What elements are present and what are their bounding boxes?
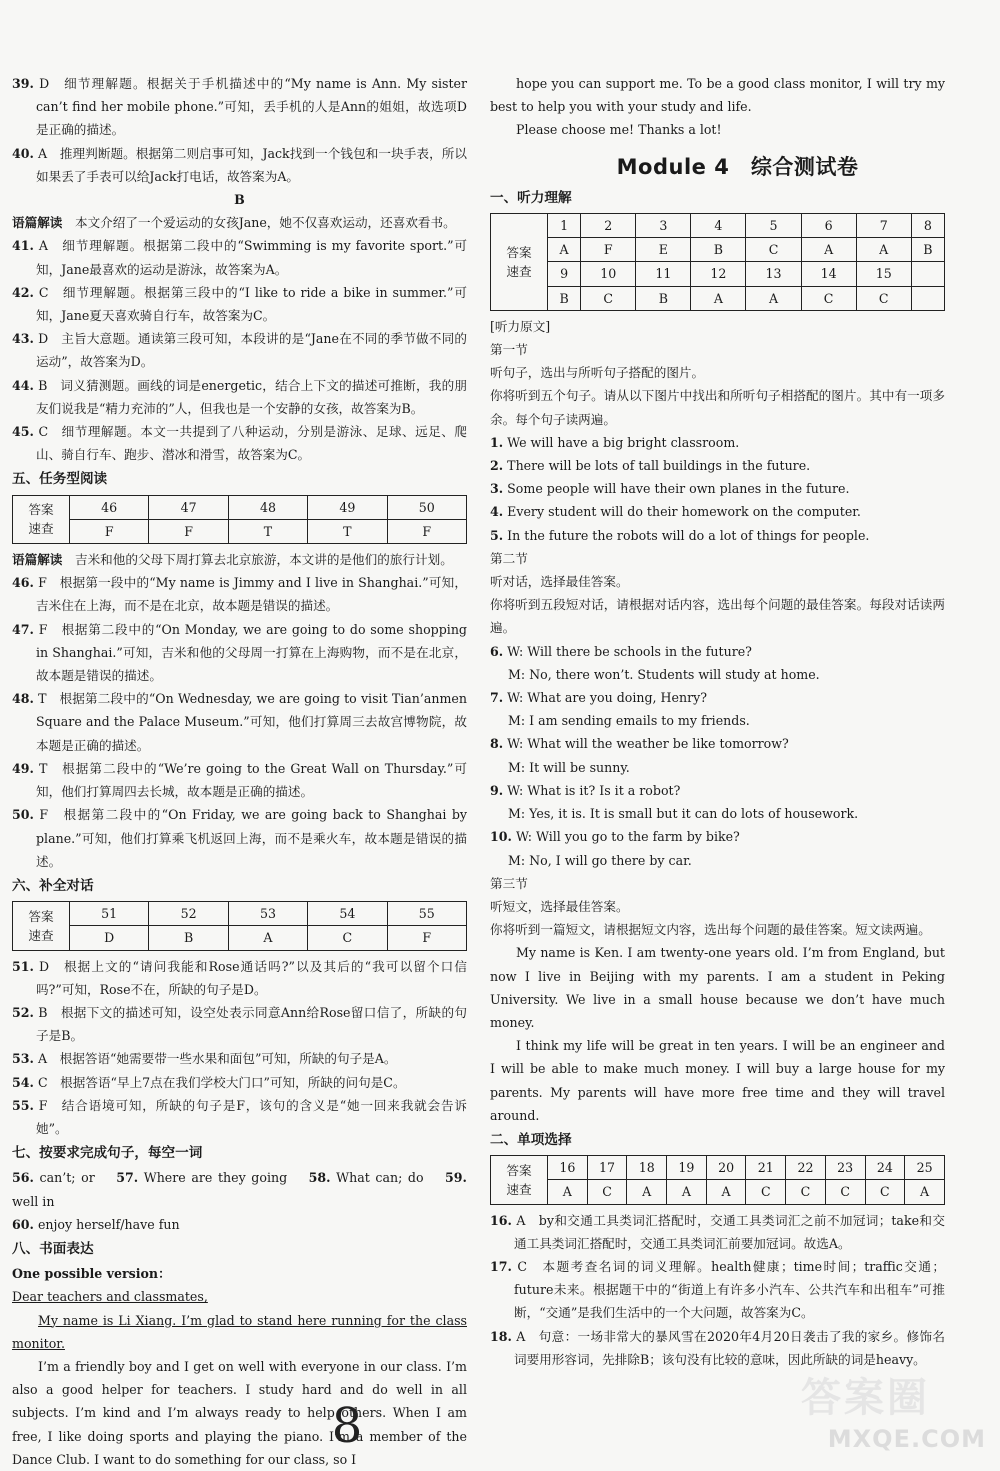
table-cell-answer: A	[801, 238, 856, 262]
table-cell-num: 48	[228, 495, 307, 519]
section-6-answer-table	[12, 901, 467, 950]
table-cell-answer: C	[856, 286, 911, 310]
dialog-m: M: It will be sunny.	[508, 759, 630, 775]
table-cell-answer: F	[149, 519, 228, 543]
answer-54: 54. C 根据答语“早上7点在我们学校大门口”可知，所缺的问句是C。	[12, 1074, 406, 1090]
table-cell-num: 1	[548, 214, 581, 238]
table-cell-answer: C	[308, 926, 387, 950]
table-cell-num: 13	[746, 262, 801, 286]
table-cell-empty	[911, 262, 944, 286]
listening-part-1-directions: 你将听到五个句子。请从以下图片中找出和所听句子相搭配的图片。其中有一项多余。每个句子读两遍。	[490, 388, 945, 427]
page-number-text: 8	[332, 1398, 362, 1454]
table-cell-num: 52	[149, 902, 228, 926]
listening-part-2-directions: 你将听到五段短对话，请根据对话内容，选出每个问题的最佳答案。每段对话读两遍。	[490, 597, 945, 636]
answer-42: 42. C 细节理解题。根据第三段中的“I like to ride a bike in summer.”可知，Jane夏天喜欢骑自行车，故答案为C。	[12, 284, 467, 324]
table-cell-answer: B	[636, 286, 691, 310]
table-cell-answer: F	[387, 519, 466, 543]
dialog-w: 7. W: What are you doing, Henry?	[490, 690, 707, 706]
table-cell-answer: D	[70, 926, 149, 950]
letter-paragraph-2: I’m a friendly boy and I get on well with everyone in our class. I’m also a good helper for teachers. I study hard and do well in all subjects. I’m kind and I’m always ready to help others. When I am free, I like doing sports and playing the piano. I’m a member of the Dance Club. I want to do something for our class, so I	[12, 1358, 467, 1467]
listening-script-tag: [听力原文]	[490, 318, 551, 334]
answer-40: 40. A 推理判断题。根据第二则启事可知，Jack找到一个钱包和一块手表，所以如果丢了手表可以给Jack打电话，故答案为A。	[12, 145, 467, 184]
answer-60: 60. enjoy herself/have fun	[12, 1216, 180, 1232]
answer-table-label: 答案 速查	[13, 495, 70, 543]
section-7-title: 七、按要求完成句子，每空一词	[12, 1145, 203, 1162]
answer-51: 51. D 根据上文的“请问我能和Rose通话吗?”以及其后的“我可以留个口信吗?”可知，Rose不在，所缺的句子是D。	[12, 958, 467, 997]
table-cell-num: 21	[746, 1156, 786, 1180]
table-cell-num: 53	[228, 902, 307, 926]
table-cell-answer: B	[548, 286, 581, 310]
table-cell-num: 54	[308, 902, 387, 926]
table-cell-answer: E	[636, 238, 691, 262]
table-cell-num: 19	[667, 1156, 707, 1180]
section-6-title: 六、补全对话	[12, 877, 94, 894]
table-cell-num: 16	[548, 1156, 588, 1180]
answer-17: 17. C 本题考查名词的词义理解。health健康；time时间；traffic交通；future未来。根据题干中的“街道上有许多小汽车、公共汽车和出租车”可推断，“交通”是我们生活中的一个大问题，故答案为C。	[490, 1258, 945, 1321]
section-2-answer-table	[490, 1155, 945, 1204]
table-cell-num: 9	[548, 262, 581, 286]
table-cell-answer: A	[691, 286, 746, 310]
dialog-m: M: No, I will go there by car.	[508, 852, 692, 868]
table-cell-num: 47	[149, 495, 228, 519]
listening-part-3-heading: 第三节	[490, 875, 528, 891]
table-cell-answer: C	[581, 286, 636, 310]
table-cell-num: 8	[911, 214, 944, 238]
table-cell-answer: C	[825, 1180, 865, 1204]
table-cell-num: 10	[581, 262, 636, 286]
passage-intro-5: 语篇解读 吉米和他的父母下周打算去北京旅游，本文讲的是他们的旅行计划。	[12, 552, 453, 568]
answer-39: 39. D 细节理解题。根据关于手机描述中的“My name is Ann. My sister can’t find her mobile phone.”可知，丢手机的人是Ann的姐姐，故选项D是正确的描述。	[12, 76, 467, 138]
answer-50: 50. F 根据第二段中的“On Friday, we are going back to Shanghai by plane.”可知，他们打算乘飞机返回上海，而不是乘火车，故本题是错误的描述。	[12, 807, 467, 869]
table-cell-num: 23	[825, 1156, 865, 1180]
table-cell-num: 49	[308, 495, 387, 519]
table-cell-num: 17	[587, 1156, 627, 1180]
table-cell-num: 6	[801, 214, 856, 238]
listening-part-3-directions: 你将听到一篇短文，请根据短文内容，选出每个问题的最佳答案。短文读两遍。	[490, 922, 931, 938]
table-cell-answer: A	[706, 1180, 746, 1204]
section-5-answer-table	[12, 495, 467, 544]
letter-paragraph-1: My name is Li Xiang. I’m glad to stand here running for the class monitor.	[12, 1312, 467, 1351]
listening-sentence: 1. We will have a big bright classroom.	[490, 434, 740, 450]
answer-49: 49. T 根据第二段中的“We’re going to the Great Wall on Thursday.”可知，他们打算周四去长城，故本题是正确的描述。	[12, 760, 467, 800]
table-cell-num: 12	[691, 262, 746, 286]
passage-paragraph-2: I think my life will be great in ten years. I will be an engineer and I will be able to make much money. I will buy a large house for my parents. My parents will have more free time and they will travel around.	[490, 1038, 945, 1123]
answer-45: 45. C 细节理解题。本文一共提到了八种运动，分别是游泳、足球、远足、爬山、骑自行车、跑步、潜冰和滑雪，故答案为C。	[12, 424, 467, 463]
section-8-title: 八、书面表达	[12, 1240, 94, 1257]
listening-part-2-instruction: 听对话，选择最佳答案。	[490, 574, 629, 590]
answer-53: 53. A 根据答语“她需要带一些水果和面包”可知，所缺的句子是A。	[12, 1051, 397, 1067]
table-cell-answer: F	[387, 926, 466, 950]
answers-56-59: 56. can’t; or 57. Where are they going 58. What can; do 59. well in	[12, 1170, 467, 1209]
answer-47: 47. F 根据第二段中的“On Monday, we are going to do some shopping in Shanghai.”可知，吉米和他的父母周一打算在上海购物，而不是在北京，故本题是错误的描述。	[12, 621, 467, 684]
table-cell-answer: T	[308, 519, 387, 543]
table-cell-answer: A	[856, 238, 911, 262]
listening-sentence: 4. Every student will do their homework on the computer.	[490, 504, 861, 520]
table-cell-answer: A	[548, 238, 581, 262]
table-cell-num: 7	[856, 214, 911, 238]
table-cell-answer: A	[627, 1180, 667, 1204]
table-cell-answer: C	[801, 286, 856, 310]
table-cell-num: 15	[856, 262, 911, 286]
section-1-title: 一、听力理解	[490, 189, 572, 206]
listening-part-1-instruction: 听句子，选出与所听句子搭配的图片。	[490, 365, 705, 381]
table-cell-num: 3	[636, 214, 691, 238]
table-cell-answer: B	[691, 238, 746, 262]
letter-closing: Please choose me! Thanks a lot!	[516, 122, 722, 138]
table-cell-answer: F	[581, 238, 636, 262]
dialog-w: 8. W: What will the weather be like tomorrow?	[490, 736, 789, 752]
answer-table-label: 答案 速查	[13, 902, 70, 950]
passage-paragraph-1: My name is Ken. I am twenty-one years old. I’m from England, but now I live in Beijing with my parents. I am a student in Peking University. We live in a small house because we don’t have much money.	[490, 945, 945, 1030]
table-cell-answer: C	[587, 1180, 627, 1204]
answer-43: 43. D 主旨大意题。通读第三段可知，本段讲的是“Jane在不同的季节做不同的运动”，故答案为D。	[12, 331, 467, 370]
answer-18: 18. A 句意：一场非常大的暴风雪在2020年4月20日袭击了我的家乡。修饰名词要用形容词，先排除B；该句没有比较的意味，因此所缺的词是heavy。	[490, 1328, 945, 1367]
table-cell-answer: T	[228, 519, 307, 543]
table-cell-num: 4	[691, 214, 746, 238]
table-cell-num: 11	[636, 262, 691, 286]
table-cell-answer: A	[548, 1180, 588, 1204]
table-cell-num: 14	[801, 262, 856, 286]
table-cell-num: 46	[70, 495, 149, 519]
table-cell-answer: B	[911, 238, 944, 262]
table-cell-empty	[911, 286, 944, 310]
dialog-m: M: I am sending emails to my friends.	[508, 713, 750, 729]
dialog-m: M: Yes, it is. It is small but it can do lots of housework.	[508, 806, 859, 822]
right-column	[490, 72, 945, 1371]
table-cell-num: 5	[746, 214, 801, 238]
passage-intro-b: 语篇解读 本文介绍了一个爱运动的女孩Jane，她不仅喜欢运动，还喜欢看书。	[12, 215, 456, 231]
dialog-w: 6. W: Will there be schools in the future?	[490, 643, 752, 659]
table-cell-answer: C	[746, 238, 801, 262]
table-cell-answer: B	[149, 926, 228, 950]
listening-sentence: 5. In the future the robots will do a lot of things for people.	[490, 527, 870, 543]
table-cell-answer: C	[786, 1180, 826, 1204]
answer-44: 44. B 词义猜测题。画线的词是energetic，结合上下文的描述可推断，我的朋友们说我是“精力充沛的”人，但我也是一个安静的女孩，故答案为B。	[12, 377, 467, 416]
answer-41: 41. A 细节理解题。根据第二段中的“Swimming is my favorite sport.”可知，Jane最喜欢的运动是游泳，故答案为A。	[12, 238, 467, 277]
dialog-w: 9. W: What is it? Is it a robot?	[490, 782, 681, 798]
listening-sentence: 3. Some people will have their own planes in the future.	[490, 481, 850, 497]
answer-table-label: 答案 速查	[491, 214, 548, 311]
table-cell-num: 22	[786, 1156, 826, 1180]
answer-46: 46. F 根据第一段中的“My name is Jimmy and I live in Shanghai.”可知，吉米住在上海，而不是在北京，故本题是错误的描述。	[12, 575, 467, 614]
watermark-logo: 答案圈	[801, 1375, 930, 1421]
table-cell-answer: A	[667, 1180, 707, 1204]
part-b-heading: B	[234, 192, 245, 208]
answer-48: 48. T 根据第二段中的“On Wednesday, we are going to visit Tian’anmen Square and the Palace Museum.”可知，他们打算周三去故宫博物院，故本题是正确的描述。	[12, 691, 467, 753]
table-cell-num: 51	[70, 902, 149, 926]
table-cell-num: 18	[627, 1156, 667, 1180]
answer-table-label: 答案 速查	[491, 1156, 548, 1204]
table-cell-answer: A	[905, 1180, 945, 1204]
table-cell-num: 20	[706, 1156, 746, 1180]
table-cell-answer: F	[70, 519, 149, 543]
listening-part-3-instruction: 听短文，选择最佳答案。	[490, 898, 629, 914]
table-cell-answer: C	[865, 1180, 905, 1204]
table-cell-num: 24	[865, 1156, 905, 1180]
answer-55: 55. F 结合语境可知，所缺的句子是F，该句的含义是“她一回来我就会告诉她”。	[12, 1097, 467, 1136]
letter-greeting: Dear teachers and classmates,	[12, 1289, 208, 1305]
page-number	[332, 1396, 362, 1454]
table-cell-num: 50	[387, 495, 466, 519]
sample-version-label: One possible version：	[12, 1266, 171, 1282]
section-2-title: 二、单项选择	[490, 1131, 572, 1148]
answer-16: 16. A by和交通工具类词汇搭配时，交通工具类词汇之前不加冠词；take和交通工具类词汇搭配时，交通工具类词汇前要加冠词。故选A。	[490, 1212, 945, 1251]
section-1-answer-table	[490, 213, 945, 311]
table-cell-answer: A	[746, 286, 801, 310]
table-cell-num: 2	[581, 214, 636, 238]
table-cell-answer: C	[746, 1180, 786, 1204]
letter-continuation: hope you can support me. To be a good class monitor, I will try my best to help you with your study and life.	[490, 76, 945, 115]
module-title: Module 4 综合测试卷	[616, 154, 859, 179]
section-5-title: 五、任务型阅读	[12, 471, 108, 488]
watermark-url: MXQE.COM	[827, 1425, 986, 1453]
answer-52: 52. B 根据下文的描述可知，设空处表示同意Ann给Rose留口信了，所缺的句子是B。	[12, 1004, 467, 1044]
dialog-w: 10. W: Will you go to the farm by bike?	[490, 829, 740, 845]
listening-sentence: 2. There will be lots of tall buildings in the future.	[490, 458, 811, 474]
listening-part-2-heading: 第二节	[490, 550, 528, 566]
table-cell-answer: A	[228, 926, 307, 950]
dialog-m: M: No, there won’t. Students will study at home.	[508, 666, 820, 682]
table-cell-num: 55	[387, 902, 466, 926]
left-column	[12, 72, 467, 1471]
listening-part-1-heading: 第一节	[490, 342, 528, 358]
table-cell-num: 25	[905, 1156, 945, 1180]
